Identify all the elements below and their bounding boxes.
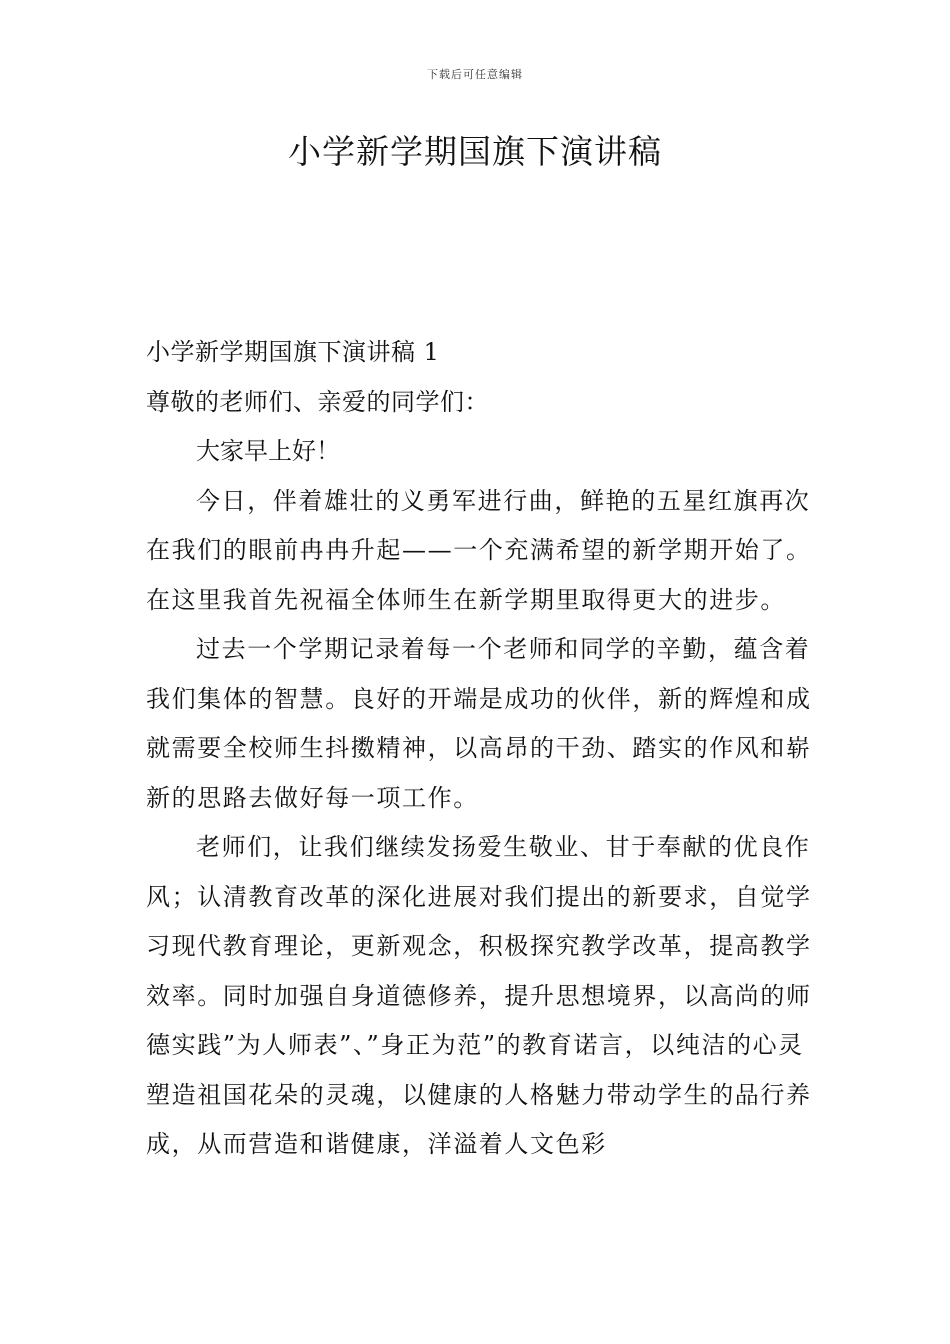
paragraph: 今日，伴着雄壮的义勇军进行曲，鲜艳的五星红旗再次在我们的眼前冉冉升起——一个充满希望的新学期开始了。在这里我首先祝福全体师生在新学期里取得更大的进步。 <box>146 486 812 614</box>
paragraph: 老师们，让我们继续发扬爱生敬业、甘于奉献的优良作风；认清教育改革的深化进展对我们提出的新要求，自觉学习现代教育理论，更新观念，积极探究教学改革，提高教学效率。同时加强自身道德修养，提升思想境界，以高尚的师德实践”为人师表”、”身正为范”的教育诺言，以纯洁的心灵塑造祖国花朵的灵魂，以健康的人格魅力带动学生的品行养成，从而营造和谐健康，洋溢着人文色彩 <box>146 833 812 1158</box>
document-body <box>146 328 826 1170</box>
greeting: 大家早上好！ <box>196 437 340 465</box>
page-header-note: 下载后可任意编辑 <box>427 68 523 81</box>
salutation: 尊敬的老师们、亲爱的同学们： <box>146 387 489 416</box>
document-title: 小学新学期国旗下演讲稿 <box>288 132 662 171</box>
section-heading: 小学新学期国旗下演讲稿 1 <box>146 338 440 366</box>
paragraph: 过去一个学期记录着每一个老师和同学的辛勤，蕴含着我们集体的智慧。良好的开端是成功的伙伴，新的辉煌和成就需要全校师生抖擞精神，以高昂的干劲、踏实的作风和崭新的思路去做好每一项工作。 <box>146 635 812 812</box>
